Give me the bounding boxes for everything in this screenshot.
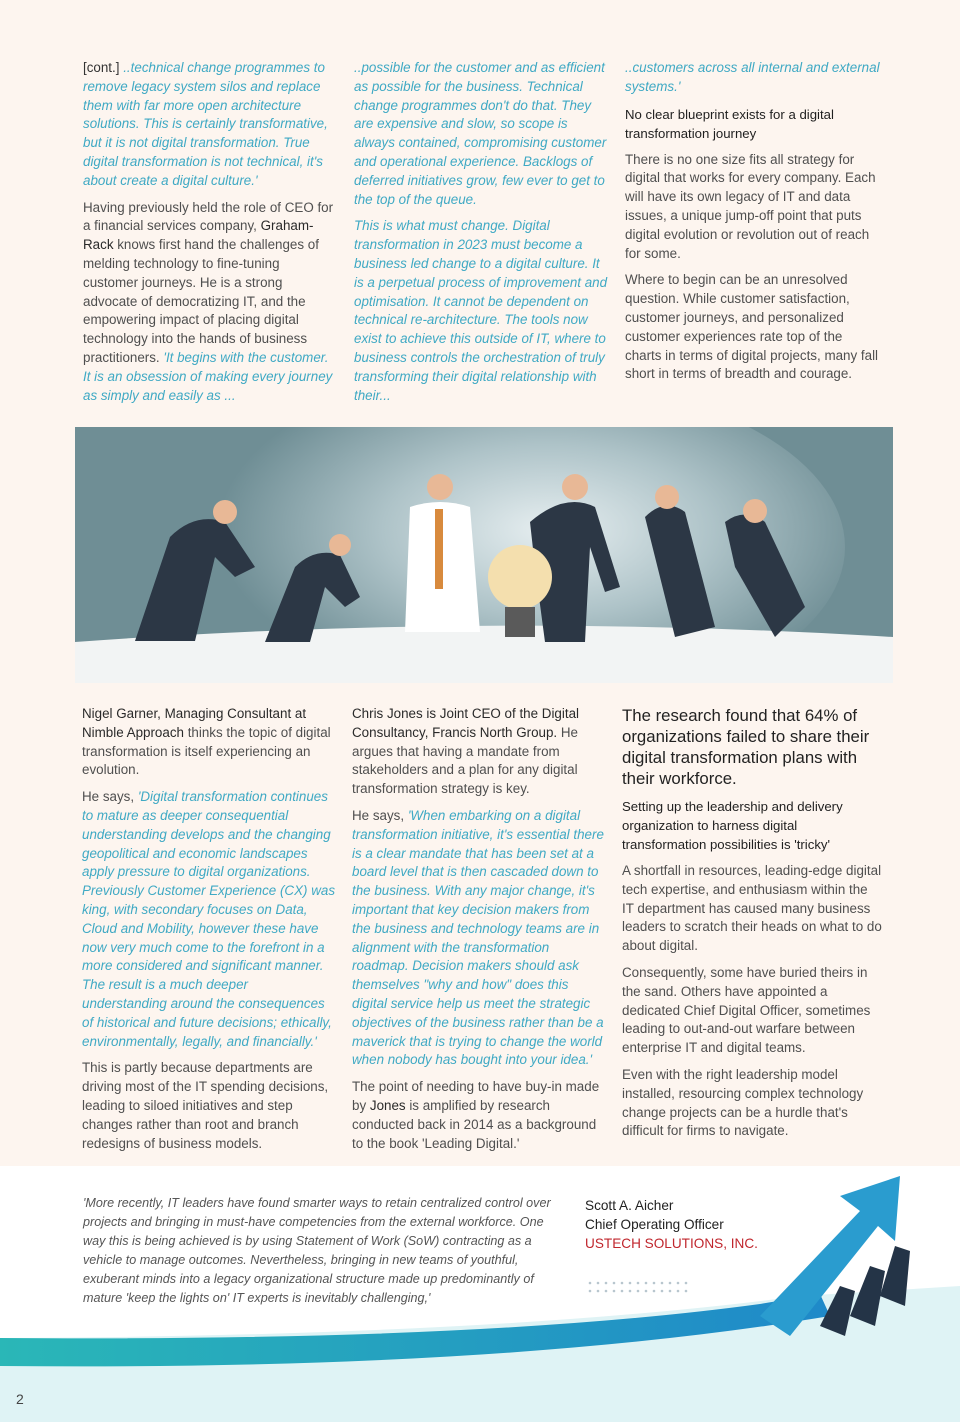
article-column-2 (354, 59, 609, 413)
section-heading: No clear blueprint exists for a digital transformation journey (625, 106, 834, 141)
paragraph (352, 705, 606, 799)
paragraph (83, 59, 336, 191)
paragraph: Even with the right leadership model installed, resourcing complex technology change projects can be a hurdle that's difficult for firms to navigate. (622, 1066, 864, 1139)
body-text: He says, (82, 789, 138, 805)
quote-paragraph: ..customers across all internal and external systems.' (625, 60, 880, 94)
paragraph (83, 199, 336, 406)
body-text: He argues that having a mandate from stakeholders and a plan for any digital transformation strategy is key. (352, 724, 578, 797)
paragraph (82, 705, 336, 780)
callout-statistic: The research found that 64% of organizations failed to share their digital transformation plans with their workforce. (622, 706, 870, 788)
person-name: Chris Jones is Joint CEO of the Digital Consultancy, Francis North Group. (352, 706, 579, 740)
article-column-6 (622, 705, 882, 1149)
paragraph (352, 1078, 606, 1153)
section-heading: Setting up the leadership and delivery organization to harness digital transformation possibilities is 'tricky' (622, 799, 843, 852)
paragraph: Consequently, some have buried theirs in the sand. Others have appointed a dedicated Chief Digital Officer, sometimes leading to out-and-out warfare between enterprise IT and digital teams. (622, 964, 871, 1056)
person-name: Graham-Rack (83, 218, 314, 253)
body-text: is amplified by research conducted back in 2014 as a background to the book 'Leading Digital.' (352, 1097, 597, 1151)
quote-text: 'When embarking on a digital transformation initiative, it's essential there is a clear mandate that has been set at a board level that is then cascaded down to the business. With any major change, it's important that key decision makers from the business and technology teams are in alignment with the transformation roadmap. Decision makers should ask themselves "why and how" does this digital service help us meet the strategic objectives of the business rather than be a maverick that is trying to change the world when nobody has bought into your idea.' (352, 807, 604, 1068)
body-text: The point of needing to have buy-in made by (352, 1079, 600, 1113)
paragraph: Where to begin can be an unresolved question. While customer satisfaction, customer journeys, and personalized customer experiences rate top of the charts in terms of digital projects, many fall short in terms of breadth and courage. (625, 272, 879, 382)
quote-text: 'Digital transformation continues to mature as deeper consequential understanding develops and the changing geopolitical and economic landscapes apply pressure to digital organizations. Previously Customer Experience (CX) was king, with secondary focuses on Data, Cloud and Mobility, however these have now very much come to the forefront in a more considered and significant manner. The result is a much deeper understanding around the consequences of historical and future decisions; ethically, environmentally, legally, and financially.' (82, 789, 336, 1049)
paragraph: A shortfall in resources, leading-edge digital tech expertise, and enthusiasm within the IT department has caused many business leaders to scratch their heads on what to do about digital. (622, 863, 882, 954)
body-text: knows first hand the challenges of melding technology to fine-tuning customer journeys. He is a strong advocate of democratizing IT, and the empowering impact of placing digital technology into the hands of business practitioners. (83, 237, 319, 365)
body-text: He says, (352, 807, 408, 823)
business-team-lightbulb-illustration (75, 427, 893, 683)
person-name: Nigel Garner, Managing Consultant at Nimble Approach (82, 706, 307, 740)
quote-text: ..technical change programmes to remove legacy system silos and replace them with far more open architecture solutions. This is certainly transformative, but it is not digital transformation. True digital transformation is not technical, it's about create a digital culture.' (83, 60, 328, 188)
quote-paragraph: ..possible for the customer and as efficient as possible for the business. Technical change programmes don't do that. They are expensive and slow, so scope is always contained, compromising customer and operational experience. Backlogs of deferred initiatives grow, few ever to get to the top of the queue. (354, 60, 607, 207)
article-column-1 (83, 59, 336, 413)
signature-title: Chief Operating Officer (585, 1217, 724, 1232)
pull-quote: 'More recently, IT leaders have found smarter ways to retain centralized control over projects and bringing in must-have competencies from the external workforce. One way this is being achieved is by using Statement of Work (SoW) contracting as a vehicle to manage outcomes. Nevertheless, bringing in new teams of youthful, exuberant minds into a legacy organizational structure made up predominantly of mature 'keep the lights on' IT experts is inevitably challenging,' (83, 1196, 551, 1305)
signature-company: USTECH SOLUTIONS, INC. (585, 1236, 758, 1251)
page-number: 2 (16, 1391, 24, 1407)
paragraph (82, 788, 336, 1051)
quote-text: 'It begins with the customer. It is an obsession of making every journey as simply and easily as ... (83, 349, 333, 403)
paragraph (352, 807, 606, 1070)
article-column-5 (352, 705, 606, 1161)
article-column-4 (82, 705, 336, 1161)
body-text: Having previously held the role of CEO for a financial services company, (83, 199, 334, 234)
paragraph: This is partly because departments are driving most of the IT spending decisions, leading to siloed initiatives and step changes rather than root and branch redesigns of business models. (82, 1060, 329, 1151)
footer-quote-band (0, 1166, 960, 1422)
article-column-3 (625, 59, 881, 392)
signature-name: Scott A. Aicher (585, 1198, 674, 1213)
quote-paragraph: This is what must change. Digital transformation in 2023 must become a business led change to a digital culture. It is a perpetual process of improvement and optimisation. It cannot be dependent on technical re-architecture. The tools now exist to achieve this outside of IT, where to business controls the orchestration of truly transforming their digital relationship with their... (354, 218, 608, 403)
signature-block (585, 1196, 758, 1253)
continued-marker: [cont.] (83, 60, 120, 75)
paragraph: There is no one size fits all strategy for digital that works for every company. Each will have its own legacy of IT and data issues, a unique jump-off point that puts digital evolution or revolution out of reach for some. (625, 151, 876, 261)
body-text: thinks the topic of digital transformation is itself experiencing an evolution. (82, 724, 331, 778)
person-name: Jones (369, 1097, 406, 1113)
